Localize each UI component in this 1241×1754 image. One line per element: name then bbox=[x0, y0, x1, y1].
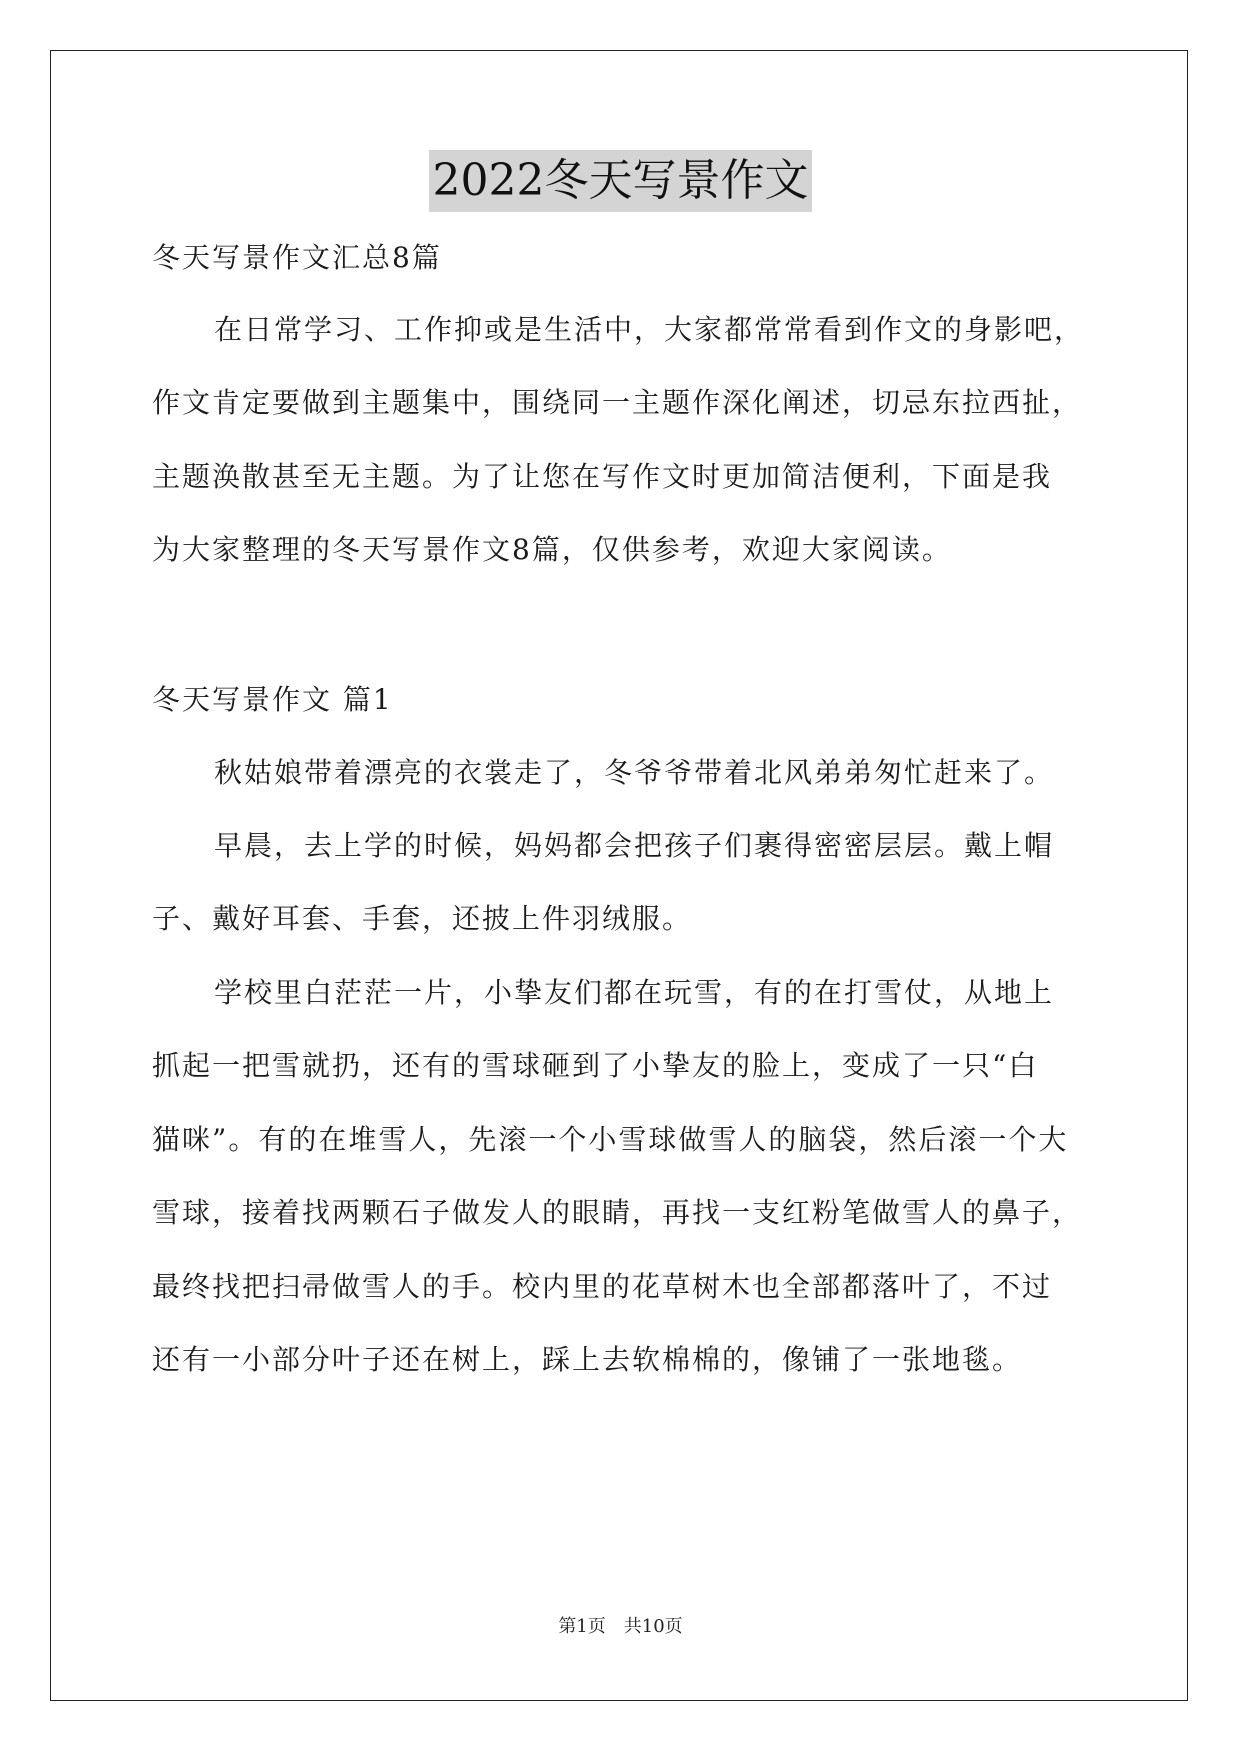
page-border bbox=[50, 50, 1188, 1701]
para3-line-5: 最终找把扫帚做雪人的手。校内里的花草树木也全部都落叶了，不过 bbox=[152, 1270, 1053, 1303]
document-subtitle: 冬天写景作文汇总8篇 bbox=[152, 241, 442, 274]
intro-line-1: 在日常学习、工作抑或是生活中，大家都常常看到作文的身影吧， bbox=[214, 313, 1085, 346]
para3-line-6: 还有一小部分叶子还在树上，踩上去软棉棉的，像铺了一张地毯。 bbox=[152, 1343, 1023, 1376]
para3-line-4: 雪球，接着找两颗石子做发人的眼睛，再找一支红粉笔做雪人的鼻子， bbox=[152, 1196, 1083, 1229]
para3-line-3: 猫咪”。有的在堆雪人，先滚一个小雪球做雪人的脑袋，然后滚一个大 bbox=[152, 1123, 1069, 1156]
title-container bbox=[0, 150, 1241, 212]
section-heading: 冬天写景作文 篇1 bbox=[152, 683, 393, 716]
page-footer: 第1页 共10页 bbox=[558, 1616, 683, 1637]
para2-line-2: 子、戴好耳套、手套，还披上件羽绒服。 bbox=[152, 902, 693, 935]
intro-line-2: 作文肯定要做到主题集中，围绕同一主题作深化阐述，切忌东拉西扯， bbox=[152, 386, 1083, 419]
para2-line-1: 早晨，去上学的时候，妈妈都会把孩子们裹得密密层层。戴上帽 bbox=[214, 829, 1055, 862]
intro-line-4: 为大家整理的冬天写景作文8篇，仅供参考，欢迎大家阅读。 bbox=[152, 533, 952, 566]
intro-line-3: 主题涣散甚至无主题。为了让您在写作文时更加简洁便利，下面是我 bbox=[152, 460, 1053, 493]
document-title: 2022冬天写景作文 bbox=[429, 150, 813, 212]
para3-line-2: 抓起一把雪就扔，还有的雪球砸到了小挚友的脸上，变成了一只“白 bbox=[152, 1049, 1039, 1082]
para1-line-1: 秋姑娘带着漂亮的衣裳走了，冬爷爷带着北风弟弟匆忙赶来了。 bbox=[214, 756, 1055, 789]
para3-line-1: 学校里白茫茫一片，小挚友们都在玩雪，有的在打雪仗，从地上 bbox=[214, 976, 1055, 1009]
